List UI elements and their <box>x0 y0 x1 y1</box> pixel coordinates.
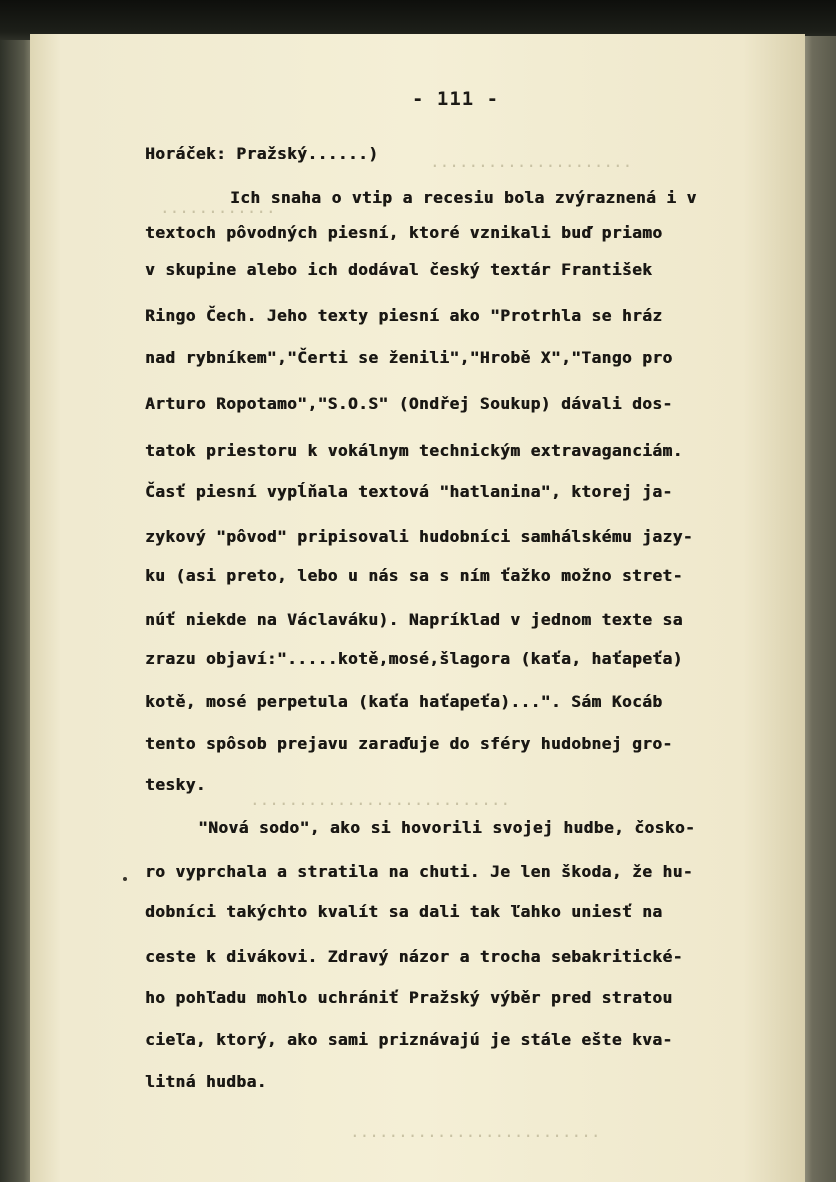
text-line: cieľa, ktorý, ako sami priznávajú je stále ešte kva- <box>145 1030 673 1049</box>
book-spine-left <box>0 40 34 1182</box>
text-line: ro vyprchala a stratila na chuti. Je len škoda, že hu- <box>145 862 693 881</box>
text-line: ku (asi preto, lebo u nás sa s ním ťažko možno stret- <box>145 566 683 585</box>
text-line: kotě, mosé perpetula (kaťa haťapeťa)...". Sám Kocáb <box>145 692 663 711</box>
bleed-through: ........................... <box>250 790 511 809</box>
text-line: dobníci takýchto kvalít sa dali tak ľahko uniesť na <box>145 902 663 921</box>
text-line: Časť piesní vypĺňala textová "hatlanina", ktorej ja- <box>145 482 673 501</box>
text-line: v skupine alebo ich dodával český textár František <box>145 260 653 279</box>
text-line: zykový "pôvod" pripisovali hudobníci samhálskému jazy- <box>145 527 693 546</box>
text-line: Ringo Čech. Jeho texty piesní ako "Protrhla se hráz <box>145 306 663 325</box>
book-edge-right <box>802 36 836 1182</box>
text-line: textoch pôvodných piesní, ktoré vznikali buď priamo <box>145 223 663 242</box>
text-line: Arturo Ropotamo","S.O.S" (Ondřej Soukup) dávali dos- <box>145 394 673 413</box>
text-line: Ich snaha o vtip a recesiu bola zvýraznená i v <box>230 188 697 207</box>
text-line: "Nová sodo", ako si hovorili svojej hudbe, čosko- <box>198 818 696 837</box>
bleed-through: ............ <box>160 198 276 217</box>
text-line: ceste k divákovi. Zdravý názor a trocha sebakritické- <box>145 947 683 966</box>
text-line: Horáček: Pražský......) <box>145 144 379 163</box>
text-line: nad rybníkem","Čerti se ženili","Hrobě X","Tango pro <box>145 348 673 367</box>
text-line: litná hudba. <box>145 1072 267 1091</box>
text-line: zrazu objaví:".....kotě,mosé,šlagora (kaťa, haťapeťa) <box>145 649 683 668</box>
bleed-through: .......................... <box>350 1122 601 1141</box>
ink-speck <box>123 877 127 881</box>
bleed-through: ..................... <box>430 152 633 171</box>
text-line: núť niekde na Václaváku). Napríklad v jednom texte sa <box>145 610 683 629</box>
text-line: ho pohľadu mohlo uchrániť Pražský výběr pred stratou <box>145 988 673 1007</box>
page-number: - 111 - <box>412 88 500 110</box>
text-line: tesky. <box>145 775 206 794</box>
text-line: tatok priestoru k vokálnym technickým extravaganciám. <box>145 441 683 460</box>
text-line: tento spôsob prejavu zaraďuje do sféry hudobnej gro- <box>145 734 673 753</box>
